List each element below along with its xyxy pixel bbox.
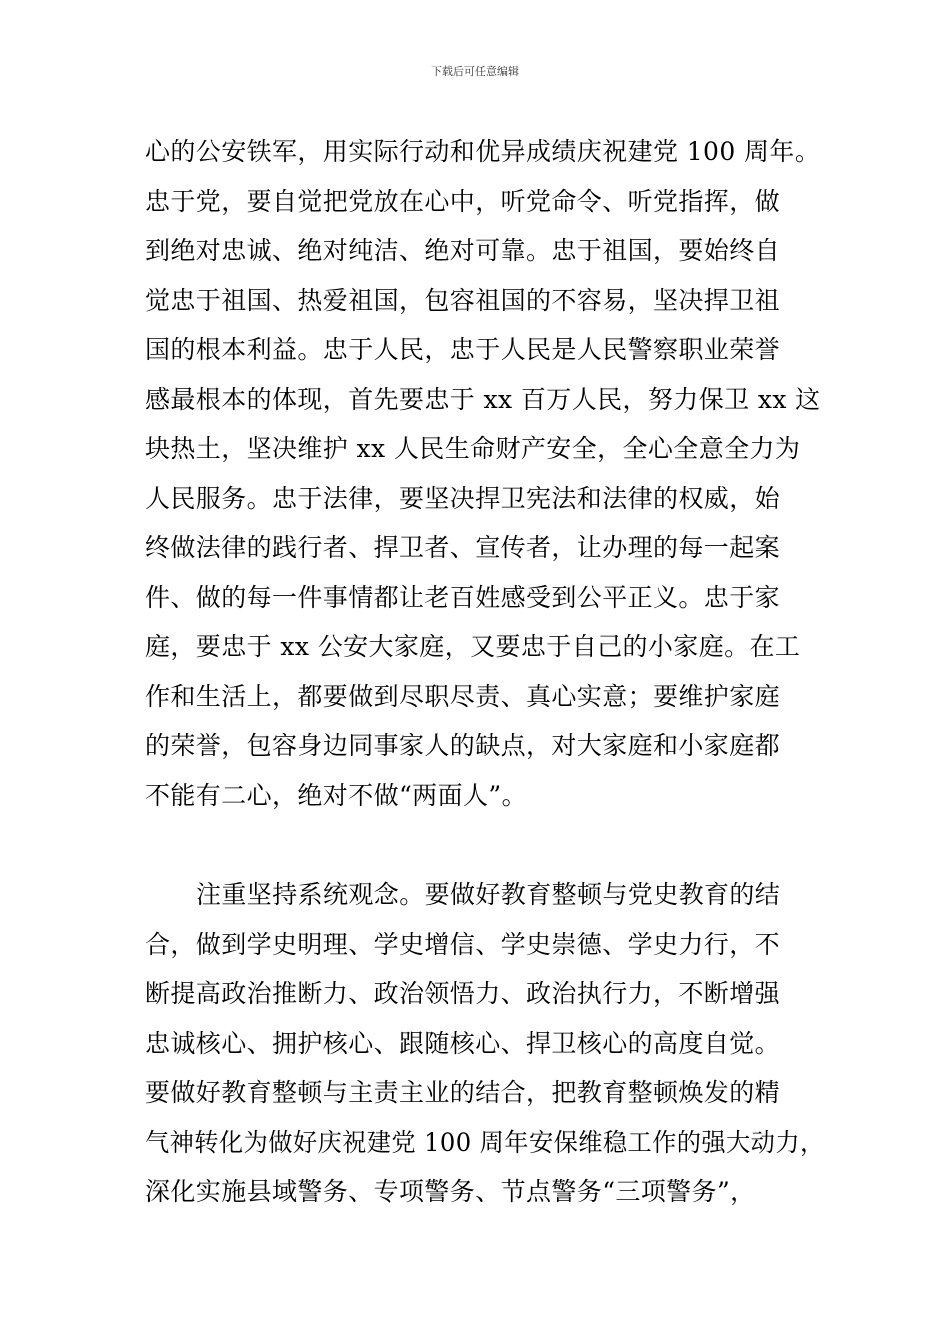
paragraph-line: 庭，要忠于 xx 公安大家庭，又要忠于自己的小家庭。在工 xyxy=(145,632,801,661)
paragraph-line: 合，做到学史明理、学史增信、学史崇德、学史力行，不 xyxy=(145,930,781,959)
paragraph-line: 作和生活上，都要做到尽职尽责、真心实意；要维护家庭 xyxy=(145,682,781,711)
paragraph-line: 气神转化为做好庆祝建党 100 周年安保维稳工作的强大动力， xyxy=(145,1128,825,1157)
paragraph-line: 人民服务。忠于法律，要坚决捍卫宪法和法律的权威，始 xyxy=(145,484,781,513)
paragraph-line: 断提高政治推断力、政治领悟力、政治执行力，不断增强 xyxy=(145,979,781,1008)
paragraph-line: 要做好教育整顿与主责主业的结合，把教育整顿焕发的精 xyxy=(145,1078,781,1107)
paragraph-line: 不能有二心，绝对不做“两面人”。 xyxy=(145,781,527,810)
paragraph-line: 到绝对忠诚、绝对纯洁、绝对可靠。忠于祖国，要始终自 xyxy=(145,236,781,265)
paragraph-line: 件、做的每一件事情都让老百姓感受到公平正义。忠于家 xyxy=(145,583,781,612)
paragraph-line: 心的公安铁军，用实际行动和优异成绩庆祝建党 100 周年。 xyxy=(145,137,821,166)
paragraph-line: 觉忠于祖国、热爱祖国，包容祖国的不容易，坚决捍卫祖 xyxy=(145,286,781,315)
paragraph-line: 忠于党，要自觉把党放在心中，听党命令、听党指挥，做 xyxy=(145,187,781,216)
paragraph-line: 注重坚持系统观念。要做好教育整顿与党史教育的结 xyxy=(196,880,781,909)
paragraph-line: 深化实施县域警务、专项警务、节点警务“三项警务”， xyxy=(145,1177,756,1206)
paragraph-line: 国的根本利益。忠于人民，忠于人民是人民警察职业荣誉 xyxy=(145,335,781,364)
paragraph-line: 的荣誉，包容身边同事家人的缺点，对大家庭和小家庭都 xyxy=(145,731,781,760)
paragraph-line: 感最根本的体现，首先要忠于 xx 百万人民，努力保卫 xx 这 xyxy=(145,385,821,414)
paragraph-line: 块热土，坚决维护 xx 人民生命财产安全，全心全意全力为 xyxy=(145,434,801,463)
paragraph-line: 忠诚核心、拥护核心、跟随核心、捍卫核心的高度自觉。 xyxy=(145,1029,781,1058)
page-header: 下载后可任意编辑 xyxy=(431,65,519,78)
paragraph-line: 终做法律的践行者、捍卫者、宣传者，让办理的每一起案 xyxy=(145,533,781,562)
